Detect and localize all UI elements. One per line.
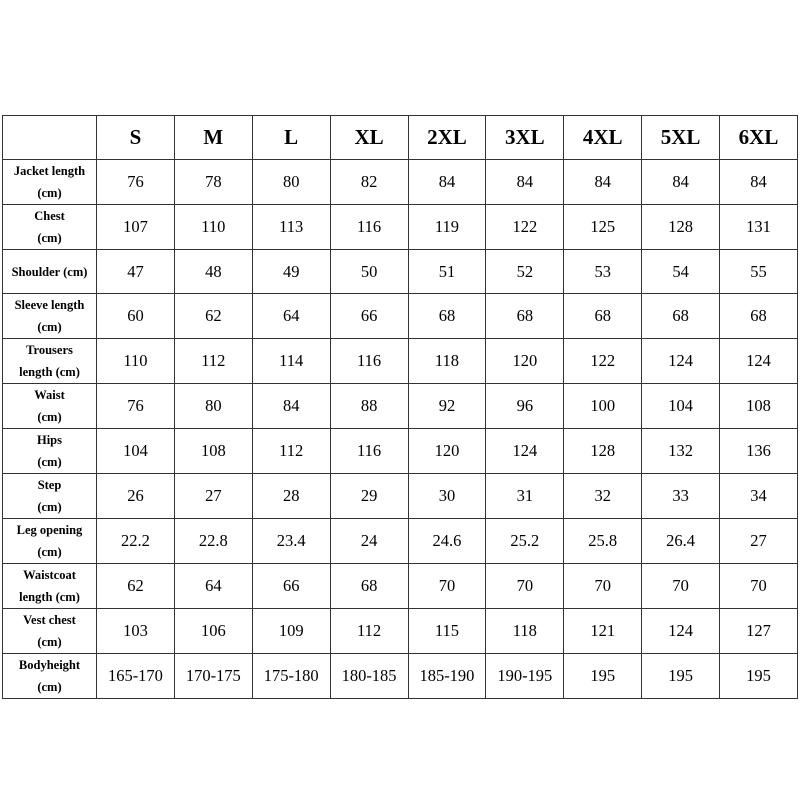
- table-cell: 66: [330, 294, 408, 339]
- table-cell: 54: [642, 250, 720, 294]
- table-cell: 68: [720, 294, 798, 339]
- table-cell: 185-190: [408, 654, 486, 699]
- table-cell: 136: [720, 429, 798, 474]
- table-cell: 84: [564, 160, 642, 205]
- table-cell: 116: [330, 205, 408, 250]
- table-cell: 115: [408, 609, 486, 654]
- table-row: [3, 609, 798, 654]
- table-cell: 112: [174, 339, 252, 384]
- table-cell: 108: [720, 384, 798, 429]
- table-cell: 124: [486, 429, 564, 474]
- table-cell: 124: [642, 609, 720, 654]
- table-cell: 68: [330, 564, 408, 609]
- table-cell: 52: [486, 250, 564, 294]
- row-label: Waist (cm): [3, 384, 97, 429]
- table-cell: 132: [642, 429, 720, 474]
- corner-cell: [3, 116, 97, 160]
- table-cell: 70: [408, 564, 486, 609]
- row-label: Trousers length (cm): [3, 339, 97, 384]
- table-cell: 110: [97, 339, 175, 384]
- table-cell: 195: [720, 654, 798, 699]
- table-cell: 80: [174, 384, 252, 429]
- table-cell: 113: [252, 205, 330, 250]
- row-label: Jacket length (cm): [3, 160, 97, 205]
- size-header-2xl: 2XL: [408, 116, 486, 160]
- table-cell: 80: [252, 160, 330, 205]
- table-cell: 76: [97, 160, 175, 205]
- table-cell: 26: [97, 474, 175, 519]
- table-cell: 114: [252, 339, 330, 384]
- table-cell: 84: [408, 160, 486, 205]
- table-row: [3, 519, 798, 564]
- table-cell: 106: [174, 609, 252, 654]
- row-label: Sleeve length (cm): [3, 294, 97, 339]
- table-cell: 51: [408, 250, 486, 294]
- table-cell: 128: [564, 429, 642, 474]
- table-cell: 64: [252, 294, 330, 339]
- table-cell: 195: [564, 654, 642, 699]
- table-cell: 22.2: [97, 519, 175, 564]
- table-row: [3, 429, 798, 474]
- table-cell: 88: [330, 384, 408, 429]
- size-header-row: [3, 116, 798, 160]
- table-cell: 118: [408, 339, 486, 384]
- table-row: [3, 160, 798, 205]
- table-cell: 121: [564, 609, 642, 654]
- table-cell: 119: [408, 205, 486, 250]
- table-cell: 96: [486, 384, 564, 429]
- table-cell: 47: [97, 250, 175, 294]
- table-cell: 116: [330, 429, 408, 474]
- table-cell: 124: [642, 339, 720, 384]
- table-cell: 23.4: [252, 519, 330, 564]
- table-cell: 76: [97, 384, 175, 429]
- size-header-4xl: 4XL: [564, 116, 642, 160]
- table-cell: 127: [720, 609, 798, 654]
- table-cell: 103: [97, 609, 175, 654]
- table-cell: 124: [720, 339, 798, 384]
- table-cell: 30: [408, 474, 486, 519]
- table-cell: 70: [642, 564, 720, 609]
- table-row: [3, 384, 798, 429]
- table-cell: 50: [330, 250, 408, 294]
- table-cell: 70: [720, 564, 798, 609]
- table-cell: 104: [97, 429, 175, 474]
- size-header-3xl: 3XL: [486, 116, 564, 160]
- table-row: [3, 654, 798, 699]
- table-cell: 110: [174, 205, 252, 250]
- table-cell: 128: [642, 205, 720, 250]
- table-cell: 175-180: [252, 654, 330, 699]
- table-cell: 68: [564, 294, 642, 339]
- table-cell: 25.2: [486, 519, 564, 564]
- table-row: [3, 205, 798, 250]
- table-cell: 29: [330, 474, 408, 519]
- row-label: Waistcoat length (cm): [3, 564, 97, 609]
- table-cell: 27: [174, 474, 252, 519]
- table-cell: 125: [564, 205, 642, 250]
- table-cell: 33: [642, 474, 720, 519]
- size-table-body: [3, 160, 798, 699]
- table-cell: 70: [564, 564, 642, 609]
- table-cell: 109: [252, 609, 330, 654]
- table-cell: 84: [642, 160, 720, 205]
- table-cell: 84: [252, 384, 330, 429]
- size-header-s: S: [97, 116, 175, 160]
- table-cell: 55: [720, 250, 798, 294]
- table-cell: 31: [486, 474, 564, 519]
- table-cell: 120: [486, 339, 564, 384]
- table-cell: 170-175: [174, 654, 252, 699]
- table-cell: 27: [720, 519, 798, 564]
- table-cell: 24: [330, 519, 408, 564]
- table-cell: 104: [642, 384, 720, 429]
- size-header-m: M: [174, 116, 252, 160]
- row-label: Chest (cm): [3, 205, 97, 250]
- table-cell: 195: [642, 654, 720, 699]
- table-cell: 24.6: [408, 519, 486, 564]
- table-cell: 62: [174, 294, 252, 339]
- table-cell: 32: [564, 474, 642, 519]
- table-cell: 107: [97, 205, 175, 250]
- table-cell: 122: [564, 339, 642, 384]
- size-header-xl: XL: [330, 116, 408, 160]
- table-cell: 84: [486, 160, 564, 205]
- table-cell: 165-170: [97, 654, 175, 699]
- row-label: Step (cm): [3, 474, 97, 519]
- table-cell: 120: [408, 429, 486, 474]
- table-cell: 64: [174, 564, 252, 609]
- table-row: [3, 339, 798, 384]
- table-cell: 180-185: [330, 654, 408, 699]
- table-row: [3, 294, 798, 339]
- row-label: Bodyheight (cm): [3, 654, 97, 699]
- table-cell: 82: [330, 160, 408, 205]
- table-cell: 112: [330, 609, 408, 654]
- size-header-l: L: [252, 116, 330, 160]
- table-cell: 100: [564, 384, 642, 429]
- table-cell: 122: [486, 205, 564, 250]
- table-cell: 62: [97, 564, 175, 609]
- table-cell: 66: [252, 564, 330, 609]
- table-cell: 84: [720, 160, 798, 205]
- table-cell: 49: [252, 250, 330, 294]
- table-cell: 116: [330, 339, 408, 384]
- table-cell: 34: [720, 474, 798, 519]
- table-cell: 53: [564, 250, 642, 294]
- table-row: [3, 250, 798, 294]
- table-cell: 22.8: [174, 519, 252, 564]
- row-label: Shoulder (cm): [3, 250, 97, 294]
- table-cell: 28: [252, 474, 330, 519]
- table-cell: 118: [486, 609, 564, 654]
- table-row: [3, 474, 798, 519]
- table-row: [3, 564, 798, 609]
- row-label: Hips (cm): [3, 429, 97, 474]
- table-cell: 70: [486, 564, 564, 609]
- size-header-6xl: 6XL: [720, 116, 798, 160]
- table-cell: 112: [252, 429, 330, 474]
- table-cell: 60: [97, 294, 175, 339]
- table-cell: 131: [720, 205, 798, 250]
- table-cell: 48: [174, 250, 252, 294]
- table-cell: 108: [174, 429, 252, 474]
- table-cell: 25.8: [564, 519, 642, 564]
- size-chart-table: [2, 115, 798, 699]
- table-cell: 92: [408, 384, 486, 429]
- size-header-5xl: 5XL: [642, 116, 720, 160]
- table-cell: 78: [174, 160, 252, 205]
- row-label: Leg opening (cm): [3, 519, 97, 564]
- table-cell: 190-195: [486, 654, 564, 699]
- row-label: Vest chest (cm): [3, 609, 97, 654]
- table-cell: 68: [642, 294, 720, 339]
- table-cell: 68: [408, 294, 486, 339]
- table-cell: 26.4: [642, 519, 720, 564]
- table-cell: 68: [486, 294, 564, 339]
